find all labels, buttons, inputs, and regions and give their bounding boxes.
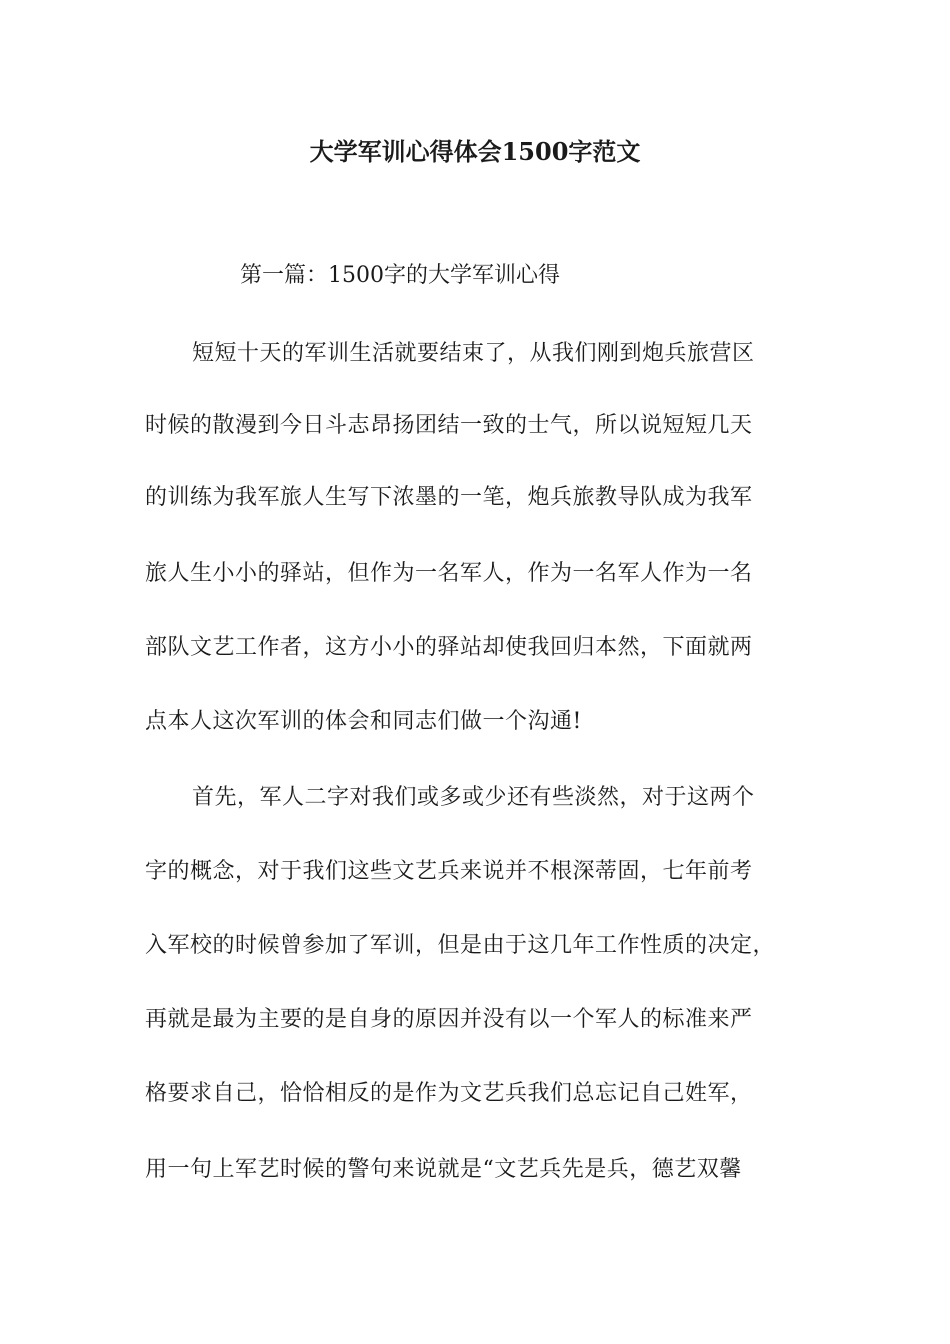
paragraph-line: 入军校的时候曾参加了军训，但是由于这几年工作性质的决定， <box>145 933 776 958</box>
paragraph-line: 点本人这次军训的体会和同志们做一个沟通! <box>145 709 582 734</box>
paragraph-line: 短短十天的军训生活就要结束了，从我们刚到炮兵旅营区 <box>192 341 755 366</box>
paragraph-line: 部队文艺工作者，这方小小的驿站却使我回归本然，下面就两 <box>145 635 753 660</box>
section-heading: 第一篇：1500字的大学军训心得 <box>240 263 560 288</box>
paragraph-line: 首先，军人二字对我们或多或少还有些淡然，对于这两个 <box>192 785 755 810</box>
paragraph-line: 时候的散漫到今日斗志昂扬团结一致的士气，所以说短短几天 <box>145 413 753 438</box>
paragraph-line: 格要求自己，恰恰相反的是作为文艺兵我们总忘记自己姓军， <box>145 1081 753 1106</box>
paragraph-line: 字的概念，对于我们这些文艺兵来说并不根深蒂固，七年前考 <box>145 859 753 884</box>
paragraph-line: 的训练为我军旅人生写下浓墨的一笔，炮兵旅教导队成为我军 <box>145 485 753 510</box>
paragraph-line: 用一句上军艺时候的警句来说就是“文艺兵先是兵，德艺双馨 <box>145 1157 742 1182</box>
document-title: 大学军训心得体会1500字范文 <box>309 137 641 166</box>
paragraph-line: 再就是最为主要的是自身的原因并没有以一个军人的标准来严 <box>145 1007 753 1032</box>
paragraph-line: 旅人生小小的驿站，但作为一名军人，作为一名军人作为一名 <box>145 561 753 586</box>
